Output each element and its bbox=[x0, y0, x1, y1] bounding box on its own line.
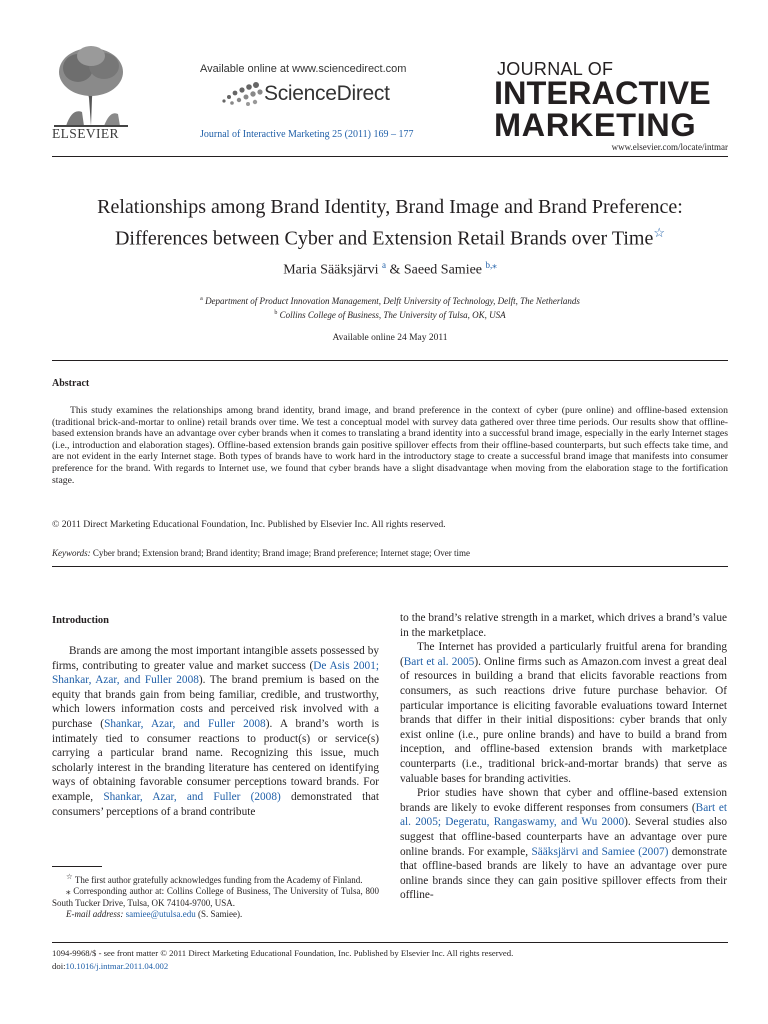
available-online-text: Available online at www.sciencedirect.com bbox=[200, 63, 407, 75]
author-2-affil[interactable]: b,⁎ bbox=[485, 260, 497, 270]
email-link[interactable]: samiee@utulsa.edu bbox=[125, 909, 196, 920]
doi-line: doi:10.1016/j.intmar.2011.04.002 bbox=[52, 961, 169, 971]
author-line: Maria Sääksjärvi $^a$ & Saeed Samiee $^{b,⁎}$ bbox=[283, 260, 497, 278]
affiliation-b: $^b$ Collins College of Business, The University of Tulsa, OK, USA bbox=[274, 310, 506, 320]
right-column bbox=[400, 611, 727, 903]
footnotes bbox=[52, 871, 379, 921]
abstract-body: This study examines the relationships among brand identity, brand image, and brand preference in the context of cyber (pure online) and offline-based extension (traditional brick-and-mortar to online) retail brands over time. We test a conceptual model with survey data gathered over three time periods. Our results show that offline-based extension brands have an advantage over cyber brands when it comes to translating a brand identity into a successful brand image, especially in the early Internet stages (i.e., introduction and elaboration stages). Offline-based extension brands gain positive spillover effects from their offline-based counterparts, but such effects take time, and are not evident in the early Internet stage. Both types of brands have to work hard in the introductory stage to create a successful brand image that manifests into consumer preference for the brand. With regards to Internet use, we found that cyber brands have a slight disadvantage when moving from the elaboration stage to the fortification stage. bbox=[52, 405, 728, 486]
article-title bbox=[52, 195, 728, 252]
title-line2: Differences between Cyber and Extension Retail Brands over Time☆ bbox=[114, 225, 666, 250]
title-line1: Relationships among Brand Identity, Brand Image and Brand Preference: bbox=[97, 196, 683, 218]
abstract-heading: Abstract bbox=[52, 378, 90, 389]
journal-url: www.elsevier.com/locate/intmar bbox=[611, 142, 728, 152]
issn-line: 1094-9968/$ - see front matter © 2011 Direct Marketing Educational Foundation, Inc. Published by Elsevier Inc. All rights reserved. bbox=[52, 948, 514, 958]
available-online-date: Available online 24 May 2011 bbox=[332, 333, 448, 343]
journal-citation-link[interactable]: Journal of Interactive Marketing 25 (2011) 169 – 177 bbox=[200, 129, 414, 140]
citation-link[interactable]: Shankar, Azar, and Fuller 2008 bbox=[104, 717, 266, 730]
author-2[interactable]: Saeed Samiee bbox=[403, 262, 483, 278]
paragraph: to the brand’s relative strength in a market, which drives a brand’s value in the marketplace. bbox=[400, 612, 727, 639]
citation-link[interactable]: Sääksjärvi and Samiee (2007) bbox=[531, 845, 669, 858]
doi-link[interactable]: 10.1016/j.intmar.2011.04.002 bbox=[65, 961, 169, 971]
footer-divider bbox=[52, 942, 728, 943]
author-1[interactable]: Maria Sääksjärvi bbox=[283, 262, 379, 278]
left-column bbox=[52, 644, 379, 819]
header-divider bbox=[52, 156, 728, 157]
keywords: Keywords: Cyber brand; Extension brand; Brand identity; Brand image; Brand preference; Internet stage; Over time bbox=[52, 548, 471, 558]
journal-name-line3: MARKETING bbox=[494, 107, 697, 143]
citation-link[interactable]: Shankar, Azar, and Fuller (2008) bbox=[103, 790, 281, 803]
title-star-footnote-link[interactable]: ☆ bbox=[653, 225, 666, 240]
sciencedirect-wordmark: ScienceDirect bbox=[264, 82, 390, 105]
elsevier-tree-logo bbox=[52, 42, 130, 130]
paragraph: The Internet has provided a particularly fruitful arena for branding (Bart et al. 2005). Online firms such as Amazon.com invest a great deal of resources in building a brand that elicits favorable reactions from consumers, as such reactions drive future purchase behavior. Of particular importance is eliciting favorable evaluations toward Internet brands that differ in their initial dispositions: cyber brands that only exist online (i.e., pure online brands) and have to build a brand from inception, and offline-based extension brands with marketplace counterparts (i.e., traditional brick-and-mortar brands) that serve as valuable bases for branding activities. bbox=[400, 641, 727, 785]
footnote-email: E-mail address: samiee@utulsa.edu (S. Samiee). bbox=[66, 909, 243, 920]
abstract-bottom-divider bbox=[52, 566, 728, 567]
abstract-copyright: © 2011 Direct Marketing Educational Foundation, Inc. Published by Elsevier Inc. All rights reserved. bbox=[52, 519, 446, 530]
paragraph: Brands are among the most important intangible assets possessed by firms, contributing to greater value and market success (De Asis 2001; Shankar, Azar, and Fuller 2008). The brand premium is based on the equity that brands gain from being familiar, credible, and trustworthy, which lowers information costs and perceived risk involved with a purchase (Shankar, Azar, and Fuller 2008). A brand’s worth is intimately tied to consumer reactions to product(s) or service(s) carrying a particular brand name. Recognizing this issue, much scholarly interest in the branding literature has centered on identifying ways of obtaining favorable consumer perceptions toward brands. For example, Shankar, Azar, and Fuller (2008) demonstrated that consumers’ perceptions of a brand contribute bbox=[52, 645, 380, 818]
citation-link[interactable]: Bart et al. 2005 bbox=[403, 655, 475, 668]
section-heading-introduction: Introduction bbox=[52, 615, 109, 626]
footnote-funding: ☆ The first author gratefully acknowledges funding from the Academy of Finland. bbox=[66, 872, 363, 885]
footnote-corresponding: ⁎ Corresponding author at: Collins College of Business, The University of Tulsa, 800 South Tucker Drive, Tulsa, OK 74104-9700, USA. bbox=[52, 886, 379, 908]
citation-link[interactable]: De Asis 2001; Shankar, Azar, and Fuller 2008 bbox=[52, 659, 379, 687]
author-1-affil[interactable]: a bbox=[381, 260, 386, 270]
journal-name-line2: INTERACTIVE bbox=[494, 75, 711, 111]
abstract-top-divider bbox=[52, 360, 728, 361]
footnote-divider bbox=[52, 866, 102, 867]
affiliation-a: $^a$ Department of Product Innovation Management, Delft University of Technology, Delft, The Netherlands bbox=[200, 296, 580, 306]
paragraph: Prior studies have shown that cyber and offline-based extension brands are likely to evoke different responses from consumers (Bart et al. 2005; Degeratu, Rangaswamy, and Wu 2000). Several studies also suggest that offline-based counterparts have an advantage over pure online brands. For example, Sääksjärvi and Samiee (2007) demonstrate that offline-based brands are likely to have an advantage over pure online brands since they can gain positive spillover effects from their offline- bbox=[400, 787, 728, 902]
journal-name-line1: JOURNAL OF bbox=[497, 59, 614, 79]
sciencedirect-dots-icon bbox=[218, 81, 264, 107]
elsevier-wordmark: ELSEVIER bbox=[52, 126, 119, 141]
citation-link[interactable]: Bart et al. 2005; Degeratu, Rangaswamy, and Wu 2000 bbox=[400, 801, 727, 829]
affiliations bbox=[52, 293, 728, 321]
